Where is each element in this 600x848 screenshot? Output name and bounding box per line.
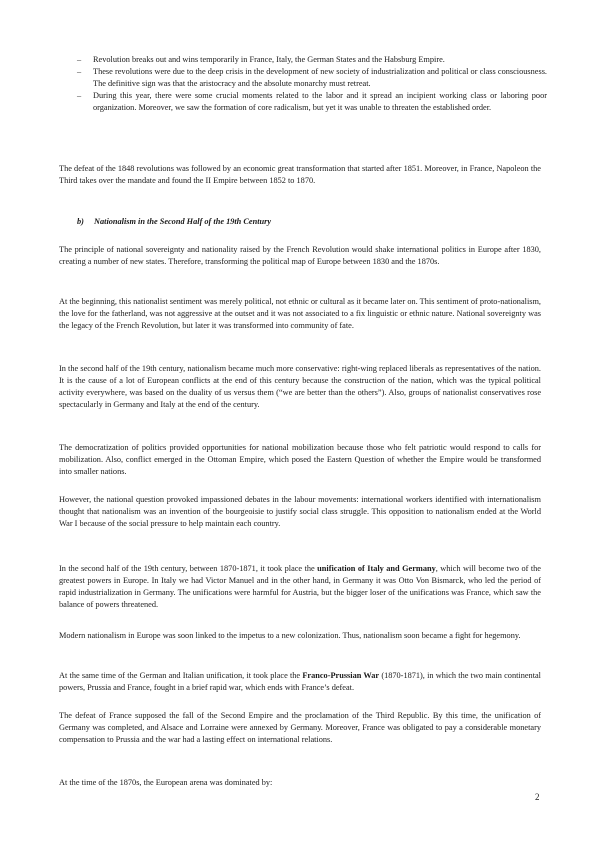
section-heading (77, 216, 271, 228)
paragraph-beginning: At the beginning, this nationalist sentiment was merely political, not ethnic or cultural as it became later on. This sentiment of proto-nationalism, the love for the fatherland, was not aggressive at the outset and it was not associated to a fix linguistic or ethnic nature. National sovereignty was the legacy of the French Revolution, but later it was transformed into community of fate. (59, 297, 541, 330)
paragraph-second-half: In the second half of the 19th century, nationalism became much more conservative: right-wing replaced liberals as representatives of the nation. It is the cause of a lot of European conflicts at the end of this century because the construction of the nation, which was the typical political activity everywhere, was based on the duality of us versus them (“we are better than the others”). Also, groups of nationalist conservatives rose spectacularly in Germany and Italy at the end of the century. (59, 364, 541, 409)
section-title: Nationalism in the Second Half of the 19th Century (94, 217, 272, 226)
bullet-dash: – (77, 91, 82, 100)
list-item: – These revolutions were due to the deep crisis in the development of new society of industrialization and political or class consciousness. The definitive sign was that the aristocracy and the absolute monarchy must retreat. (77, 67, 547, 88)
paragraph-however: However, the national question provoked impassioned debates in the labour movements: international workers identified with internationalism thought that nationalism was an invention of the bourgeoisie to justify social class struggle. This opposition to nationalism ended at the World War I because of the social pressure to help maintain each country. (59, 495, 541, 528)
paragraph-defeat-france: The defeat of France supposed the fall of the Second Empire and the proclamation of the Third Republic. By this time, the unification of Germany was completed, and Alsace and Lorraine were annexed by Germany. Moreover, France was obligated to pay a considerable monetary compensation to Prussia and the war had a lasting effect on international relations. (59, 711, 541, 744)
section-number: b) (77, 217, 84, 226)
bullet-dash: – (77, 67, 82, 76)
page-number: 2 (535, 792, 540, 802)
revolution-bullet-list (77, 54, 547, 114)
paragraph-1870s: At the time of the 1870s, the European arena was dominated by: (59, 778, 273, 787)
paragraph-democratization: The democratization of politics provided opportunities for national mobilization because those who felt patriotic would respond to calls for mobilization. Also, conflict emerged in the Ottoman Empire, which posed the Eastern Question of whether the Empire would be transformed into smaller nations. (59, 443, 541, 476)
unification-emphasis: unification of Italy and Germany (317, 564, 436, 573)
paragraph-franco-prussian-war: At the same time of the German and Italian unification, it took place the Franco-Prussian War (1870-1871), in which the two main continental powers, Prussia and France, fought in a brief rapid war, which ends with France’s defeat. (59, 671, 541, 692)
war-emphasis: Franco-Prussian War (302, 671, 380, 680)
paragraph-defeat-1848: The defeat of the 1848 revolutions was followed by an economic great transformation that started after 1851. Moreover, in France, Napoleon the Third takes over the mandate and found the II Empire between 1852 to 1870. (59, 164, 541, 185)
list-item: – During this year, there were some crucial moments related to the labor and it spread an incipient working class or laboring poor organization. Moreover, we saw the formation of core radicalism, but yet it was unable to threaten the established order. (77, 91, 547, 112)
bullet-dash: – (77, 55, 82, 64)
paragraph-unification: In the second half of the 19th century, between 1870-1871, it took place the unification of Italy and Germany, which will become two of the greatest powers in Europe. In Italy we had Victor Manuel and in the other hand, in Germany it was Otto Von Bismarck, who led the period of rapid industrialization in Germany. The unifications were harmful for Austria, but the bigger loser of the unifications was France, which saw the balance of powers threatened. (59, 564, 541, 609)
paragraph-modern-nationalism: Modern nationalism in Europe was soon linked to the impetus to a new colonization. Thus, nationalism soon became a fight for hegemony. (59, 631, 521, 640)
list-item: – Revolution breaks out and wins temporarily in France, Italy, the German States and the Habsburg Empire. (77, 55, 445, 64)
paragraph-sovereignty: The principle of national sovereignty and nationality raised by the French Revolution would shake international politics in Europe after 1830, creating a number of new states. Therefore, transforming the political map of Europe between 1830 and the 1870s. (59, 245, 541, 266)
